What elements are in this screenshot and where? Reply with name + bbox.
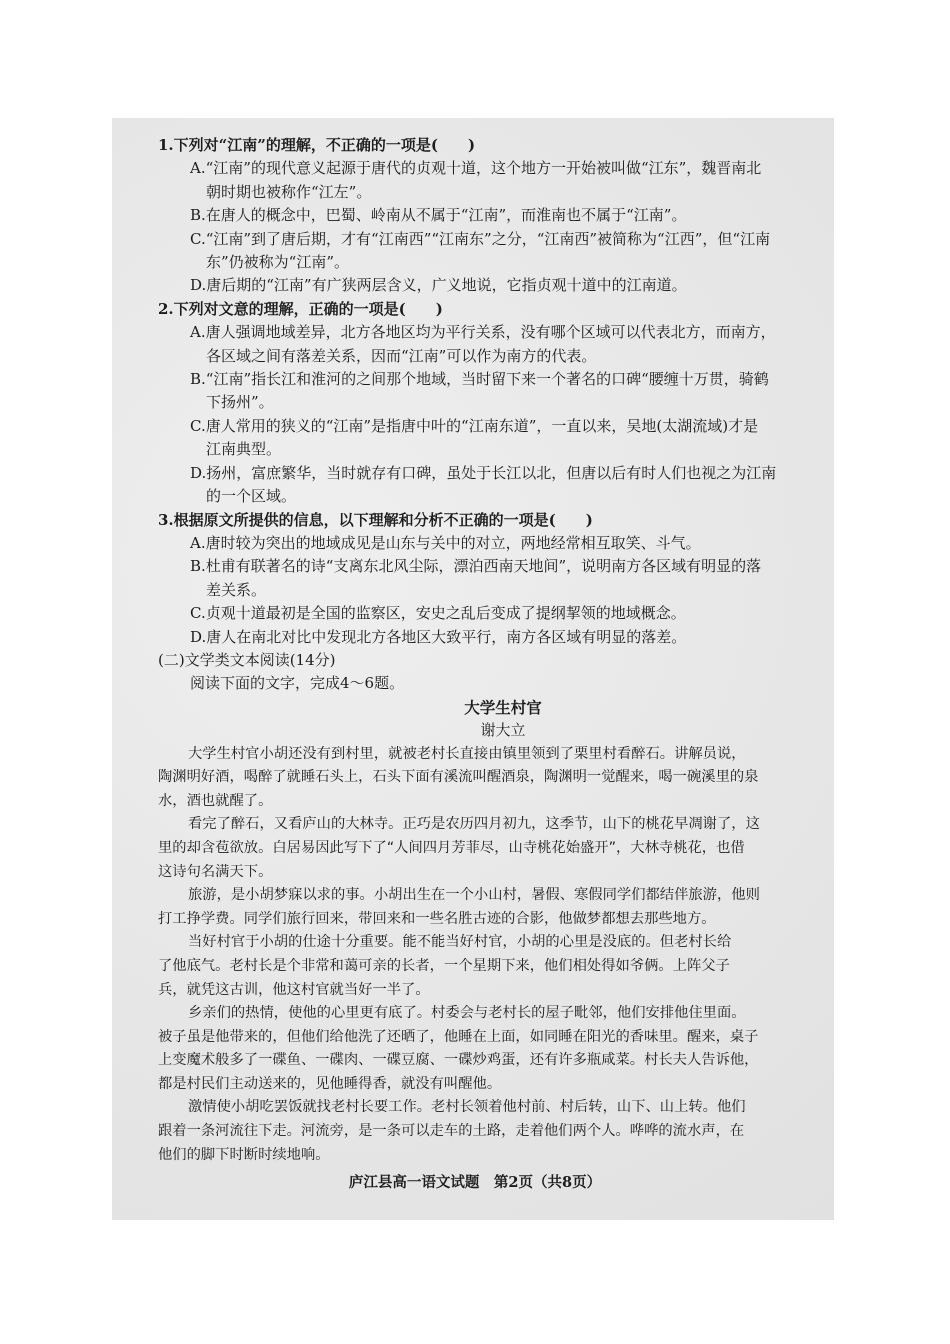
story-paragraph: 大学生村官小胡还没有到村里，就被老村长直接由镇里领到了栗里村看醉石。讲解员说， 陶渊明好酒，喝醉了就睡石头上，石头下面有溪流叫醒酒泉，陶渊明一觉醒来，喝一碗溪里的泉 水，酒也就醒了。 [158, 745, 759, 809]
instruction-text: 阅读下面的文字，完成4～6题。 [190, 674, 405, 693]
story-paragraph: 激情使小胡吃罢饭就找老村长要工作。老村长领着他村前、村后转，山下、山上转。他们 跟着一条河流往下走。河流旁，是一条可以走车的土路，走着他们两个人。哗哗的流水声，在 他们的脚下时断时续地响。 [158, 1099, 746, 1163]
option-d: D.唐人在南北对比中发现北方各地区大致平行，南方各区域有明显的落差。 [190, 627, 687, 646]
question-stem: 1.下列对“江南”的理解，不正确的一项是( ) [158, 136, 476, 154]
section-heading: (二)文学类文本阅读(14分) [158, 650, 336, 669]
option-a: A.“江南”的现代意义起源于唐代的贞观十道，这个地方一开始被叫做“江东”，魏晋南北 朝时期也被称作“江左”。 [190, 159, 762, 201]
story-paragraph: 看完了醉石，又看庐山的大林寺。正巧是农历四月初九，这季节，山下的桃花早凋谢了，这 里的却含苞欲放。白居易因此写下了“人间四月芳菲尽，山寺桃花始盛开”，大林寺桃花，也借 这诗句名满天下。 [158, 816, 760, 880]
story-author: 谢大立 [480, 721, 526, 740]
option-b: B.“江南”指长江和淮河的之间那个地域，当时留下来一个著名的口碑“腰缠十万贯，骑鹤 下扬州”。 [190, 370, 769, 412]
option-b: B.在唐人的概念中，巴蜀、岭南从不属于“江南”，而淮南也不属于“江南”。 [190, 206, 687, 225]
option-c: C.贞观十道最初是全国的监察区，安史之乱后变成了提纲挈领的地域概念。 [190, 604, 686, 623]
question-stem: 3.根据原文所提供的信息，以下理解和分析不正确的一项是( ) [158, 510, 593, 529]
story-paragraph: 乡亲们的热情，使他的心里更有底了。村委会与老村长的屋子毗邻，他们安排他住里面。 被子虽是他带来的，但他们给他洗了还晒了，他睡在上面，如同睡在阳光的香味里。醒来，桌子 上变魔术般多了一碟鱼、一碟肉、一碟豆腐、一碟炒鸡蛋，还有许多瓶咸菜。村长夫人告诉他， 都是村民们主动送来的，见他睡得香，就没有叫醒他。 [158, 1005, 759, 1092]
exam-content [158, 134, 838, 1167]
option-d: D.唐后期的“江南”有广狭两层含义，广义地说，它指贞观十道中的江南道。 [190, 276, 687, 295]
option-c: C.“江南”到了唐后期，才有“江南西”“江南东”之分，“江南西”被简称为“江西”，但“江南 东”仍被称为“江南”。 [190, 229, 771, 272]
story-paragraph: 旅游，是小胡梦寐以求的事。小胡出生在一个小山村，暑假、寒假同学们都结伴旅游，他则 打工挣学费。同学们旅行回来，带回来和一些名胜古迹的合影，他做梦都想去那些地方。 [158, 887, 760, 927]
question-2 [158, 298, 838, 509]
story-paragraph: 当好村官于小胡的仕途十分重要。能不能当好村官，小胡的心里是没底的。但老村长给 了他底气。老村长是个非常和蔼可亲的长者，一个星期下来，他们相处得如爷俩。上阵父子 兵，就凭这古训，他这村官就当好一半了。 [158, 934, 732, 998]
story-title: 大学生村官 [464, 697, 542, 717]
option-c: C.唐人常用的狭义的“江南”是指唐中叶的“江南东道”，一直以来，吴地(太湖流域)才是 江南典型。 [190, 416, 759, 459]
option-a: A.唐人强调地域差异，北方各地区均为平行关系，没有哪个区域可以代表北方，而南方， 各区域之间有落差关系，因而“江南”可以作为南方的代表。 [190, 323, 776, 365]
page-footer: 庐江县高一语文试题 第2页（共8页） [348, 1174, 602, 1191]
question-1 [158, 134, 838, 298]
story-body [158, 743, 838, 1168]
option-a: A.唐时较为突出的地域成见是山东与关中的对立，两地经常相互取笑、斗气。 [190, 533, 701, 552]
question-stem: 2.下列对文意的理解，正确的一项是( ) [158, 299, 443, 318]
question-3 [158, 509, 838, 649]
option-b: B.杜甫有联著名的诗“支离东北风尘际，漂泊西南天地间”，说明南方各区域有明显的落 差关系。 [190, 557, 762, 599]
option-d: D.扬州，富庶繁华，当时就存有口碑，虽处于长江以北，但唐以后有时人们也视之为江南 的一个区域。 [190, 463, 777, 506]
